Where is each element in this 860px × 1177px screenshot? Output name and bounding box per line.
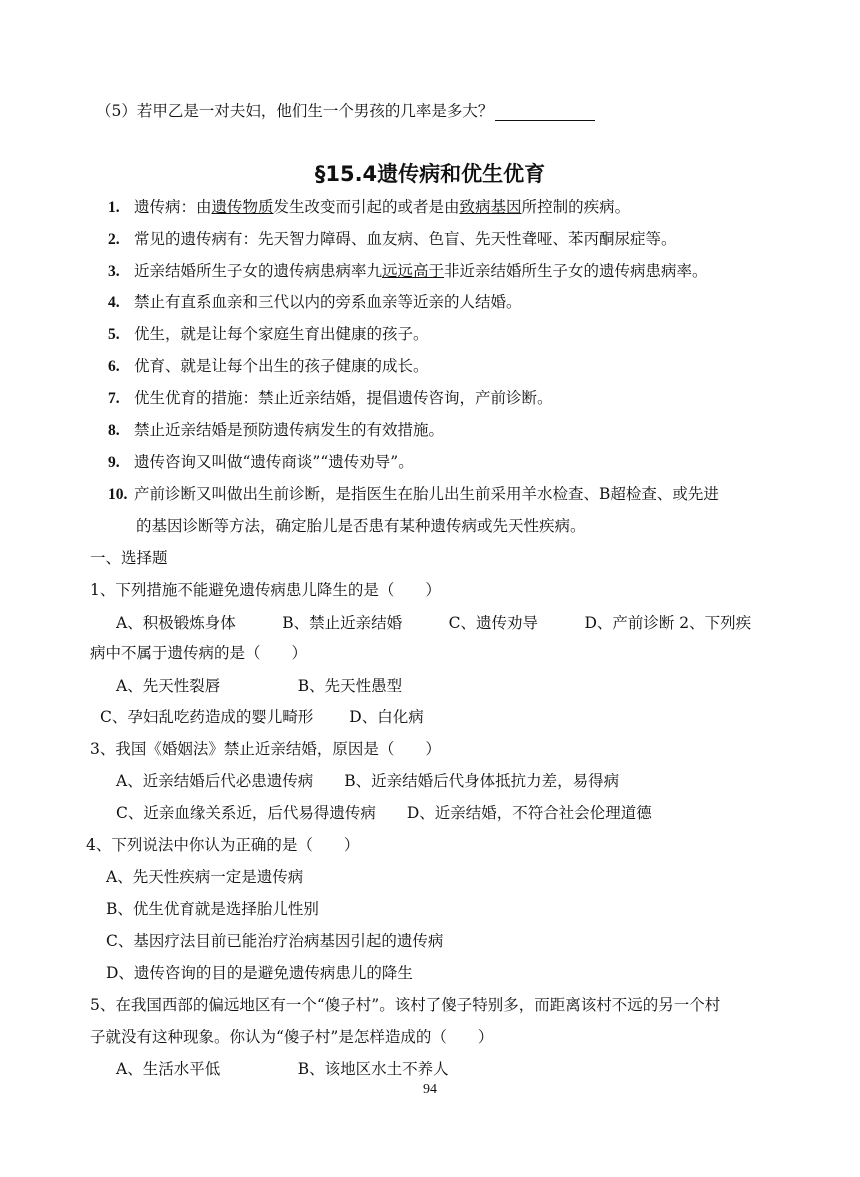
exercise-header: 一、选择题 (90, 549, 168, 567)
question-2-options-ab: A、先天性裂唇 B、先天性愚型 (116, 677, 403, 695)
question-3-options-cd: C、近亲血缘关系近，后代易得遗传病 D、近亲结婚，不符合社会伦理道德 (116, 804, 652, 822)
question-5-line-1: 5、在我国西部的偏远地区有一个“傻子村”。该村了傻子特别多，而距离该村不远的另一个村 (90, 996, 721, 1014)
question-3: 3、我国《婚姻法》禁止近亲结婚，原因是（ ） (90, 740, 441, 758)
section-title: §15.4遗传病和优生优育 (314, 162, 546, 186)
answer-blank (495, 104, 595, 121)
point-7: 7. 优生优育的措施：禁止近亲结婚，提倡遗传咨询，产前诊断。 (108, 389, 553, 407)
point-10: 10. 产前诊断又叫做出生前诊断，是指医生在胎儿出生前采用羊水检查、B超检查、或先进 (108, 485, 719, 503)
question-5-options-ab: A、生活水平低 B、该地区水土不养人 (116, 1060, 449, 1078)
question-4: 4、下列说法中你认为正确的是（ ） (86, 836, 360, 854)
point-6: 6. 优育、就是让每个出生的孩子健康的成长。 (108, 357, 429, 375)
question-2-options-cd: C、孕妇乱吃药造成的婴儿畸形 D、白化病 (100, 708, 424, 726)
point-1: 1. 遗传病：由遗传物质发生改变而引起的或者是由致病基因所控制的疾病。 (108, 198, 631, 216)
question-4-option-a: A、先天性疾病一定是遗传病 (106, 868, 304, 886)
question-4-option-d: D、遗传咨询的目的是避免遗传病患儿的降生 (106, 964, 413, 982)
point-8: 8. 禁止近亲结婚是预防遗传病发生的有效措施。 (108, 421, 445, 439)
question-2-continued: 病中不属于遗传病的是（ ） (90, 644, 308, 662)
point-3: 3. 近亲结婚所生子女的遗传病患病率九远远高于非近亲结婚所生子女的遗传病患病率。 (108, 262, 708, 280)
question-3-options-ab: A、近亲结婚后代必患遗传病 B、近亲结婚后代身体抵抗力差，易得病 (116, 772, 620, 790)
question-1: 1、下列措施不能避免遗传病患儿降生的是（ ） (90, 581, 441, 599)
question-1-options: A、积极锻炼身体 B、禁止近亲结婚 C、遗传劝导 D、产前诊断 2、下列疾 (116, 614, 752, 632)
question-4-option-c: C、基因疗法目前已能治疗治病基因引起的遗传病 (106, 932, 444, 950)
question-5: （5）若甲乙是一对夫妇，他们生一个男孩的几率是多大？ (96, 101, 595, 121)
page-number: 94 (423, 1082, 437, 1097)
question-5-line-2: 子就没有这种现象。你认为“傻子村”是怎样造成的（ ） (90, 1028, 494, 1046)
point-9: 9. 遗传咨询又叫做“遗传商谈”“遗传劝导”。 (108, 453, 414, 471)
point-2: 2. 常见的遗传病有：先天智力障碍、血友病、色盲、先天性聋哑、苯丙酮尿症等。 (108, 230, 677, 248)
point-5: 5. 优生，就是让每个家庭生育出健康的孩子。 (108, 325, 429, 343)
point-4: 4. 禁止有直系血亲和三代以内的旁系血亲等近亲的人结婚。 (108, 293, 522, 311)
question-4-option-b: B、优生优育就是选择胎儿性别 (106, 900, 319, 918)
point-10-continued: 的基因诊断等方法，确定胎儿是否患有某种遗传病或先天性疾病。 (136, 517, 586, 535)
